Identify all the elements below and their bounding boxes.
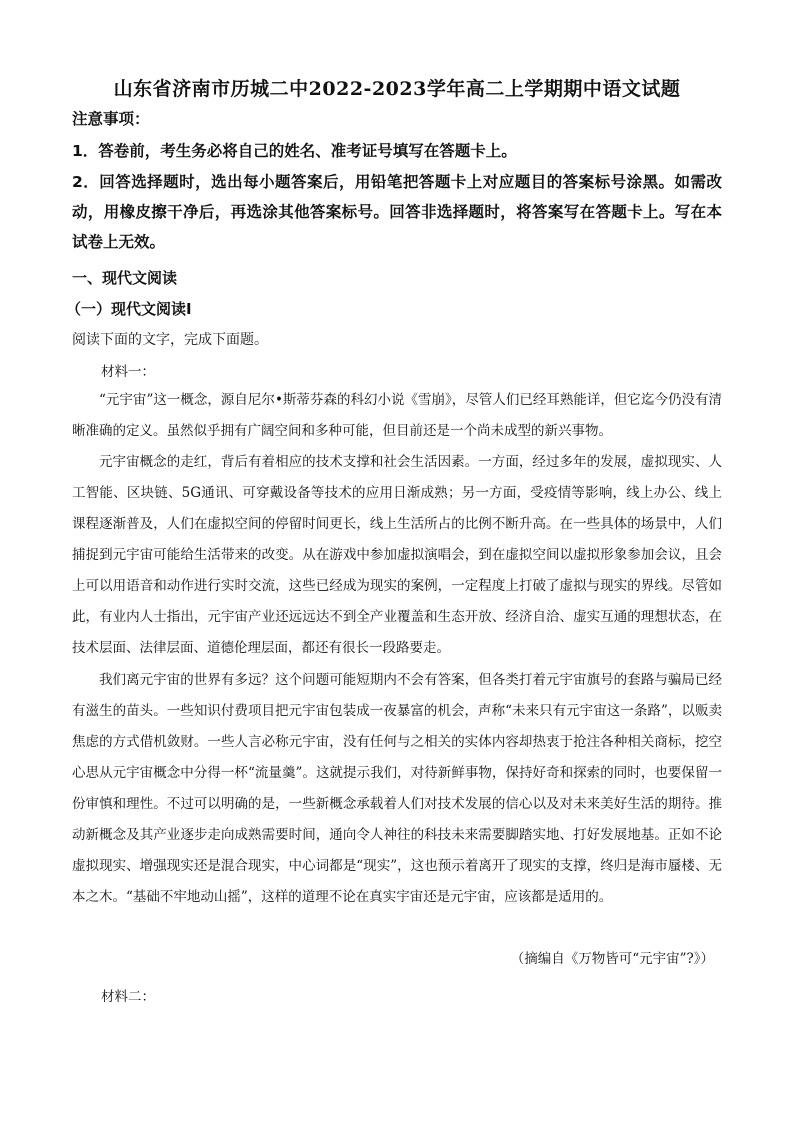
material-1-paragraph: 元宇宙概念的走红，背后有着相应的技术支撑和社会生活因素。一方面，经过多年的发展，虚拟现实、人工智能、区块链、5G通讯、可穿戴设备等技术的应用日渐成熟；另一方面，受疫情等影响，线上办公、线上课程逐渐普及，人们在虚拟空间的停留时间更长，线上生活所占的比例不断升高。在一些具体的场景中，人们捕捉到元宇宙可能给生活带来的改变。从在游戏中参加虚拟演唱会，到在虚拟空间以虚拟形象参加会议，且会上可以用语音和动作进行实时交流，这些已经成为现实的案例，一定程度上打破了虚拟与现实的界线。尽管如此，有业内人士指出，元宇宙产业还远远达不到全产业覆盖和生态开放、经济自洽、虚实互通的理想状态，在技术层面、法律层面、道德伦理层面，都还有很长一段路要走。 bbox=[72, 454, 722, 656]
section-heading: 一、现代文阅读 bbox=[72, 269, 178, 287]
material-1-label: 材料一： bbox=[101, 364, 155, 380]
material-1-source: （摘编自《万物皆可“元宇宙”?》） bbox=[510, 951, 714, 967]
notice-heading: 注意事项： bbox=[72, 110, 150, 128]
material-1-paragraph: “元宇宙”这一概念，源自尼尔•斯蒂芬森的科幻小说《雪崩》，尽管人们已经耳熟能详，但它迄今仍没有清晰准确的定义。虽然似乎拥有广阔空间和多种可能，但目前还是一个尚未成型的新兴事物。 bbox=[72, 392, 722, 439]
exam-title: 山东省济南市历城二中2022-2023学年高二上学期期中语文试题 bbox=[113, 78, 681, 100]
notice-item-2: 2．回答选择题时，选出每小题答案后，用铅笔把答题卡上对应题目的答案标号涂黑。如需改动，用橡皮擦干净后，再选涂其他答案标号。回答非选择题时，将答案写在答题卡上。写在本试卷上无效。 bbox=[72, 173, 722, 251]
reading-instruction: 阅读下面的文字，完成下面题。 bbox=[72, 332, 268, 348]
material-2-label: 材料二： bbox=[101, 989, 155, 1005]
notice-item-1: 1．答卷前，考生务必将自己的姓名、准考证号填写在答题卡上。 bbox=[72, 142, 517, 160]
material-1-paragraph: 我们离元宇宙的世界有多远？这个问题可能短期内不会有答案，但各类打着元宇宙旗号的套路与骗局已经有滋生的苗头。一些知识付费项目把元宇宙包装成一夜暴富的机会，声称“未来只有元宇宙这一条路”，以贩卖焦虑的方式借机敛财。一些人言必称元宇宙，没有任何与之相关的实体内容却热衷于抢注各种相关商标，挖空心思从元宇宙概念中分得一杯“流量羹”。这就提示我们，对待新鲜事物，保持好奇和探索的同时，也要保留一份审慎和理性。不过可以明确的是，一些新概念承载着人们对技术发展的信心以及对未来美好生活的期待。推动新概念及其产业逐步走向成熟需要时间，通向令人神往的科技未来需要脚踏实地、打好发展地基。正如不论虚拟现实、增强现实还是混合现实，中心词都是“现实”，这也预示着离开了现实的支撑，终归是海市蜃楼、无本之木。“基础不牢地动山摇”，这样的道理不论在真实宇宙还是元宇宙，应该都是适用的。 bbox=[72, 672, 722, 905]
subsection-heading: （一）现代文阅读Ⅰ bbox=[66, 300, 192, 318]
